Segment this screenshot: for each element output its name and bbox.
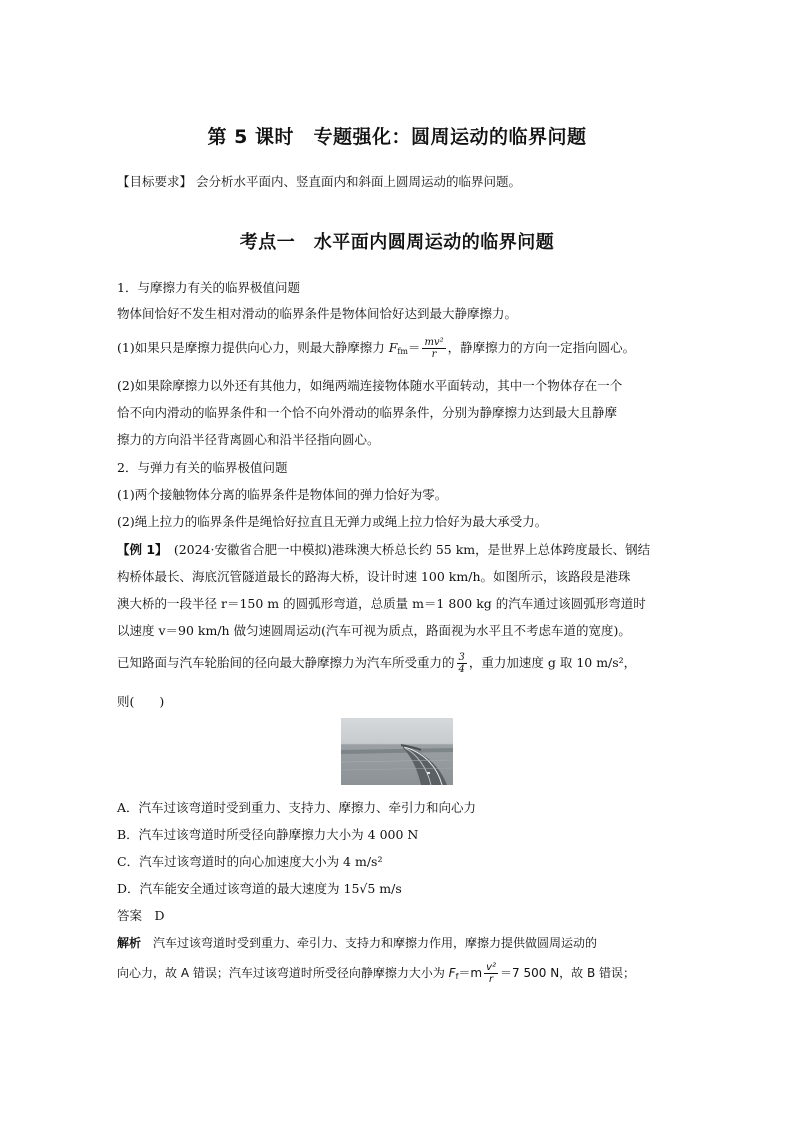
example-line3: 澳大桥的一段半径 r＝150 m 的圆弧形弯道，总质量 m＝1 800 kg 的汽车通过该圆弧形弯道时 <box>117 596 646 611</box>
example-line1: 【例 1】 (2024·安徽省合肥一中模拟)港珠澳大桥总长约 55 km，是世界上总体跨度最长、钢结 <box>117 542 651 557</box>
bridge-photo <box>341 718 453 785</box>
fraction: $\frac{\text{v²}}{r}$ <box>486 962 497 985</box>
example-line2: 构桥体最长、海底沉管隧道最长的路海大桥，设计时速 100 km/h。如图所示，该路段是港珠 <box>117 569 631 584</box>
answer <box>117 906 165 924</box>
point1-item2-line1: (2)如果除摩擦力以外还有其他力，如绳两端连接物体随水平面转动，其中一个物体存在一个 <box>117 378 623 393</box>
option-c: C．汽车过该弯道时的向心加速度大小为 4 m/s² <box>117 854 383 869</box>
answer-label: 答案 <box>117 908 143 923</box>
point1-item2-line3: 擦力的方向沿半径背离圆心和沿半径指向圆心。 <box>117 432 380 447</box>
example-label: 【例 1】 <box>117 542 162 557</box>
section-heading: 考点一 水平面内圆周运动的临界问题 <box>239 232 555 253</box>
analysis-line2: 向心力，故 A 错误；汽车过该弯道时所受径向静摩擦力大小为 $F_f=m$ $\frac{\text{v²}}{r}$ ＝7 500 N，故 B 错误； <box>117 962 636 985</box>
lesson-title: 第 5 课时 专题强化：圆周运动的临界问题 <box>207 126 587 148</box>
objectives <box>117 172 521 190</box>
objectives-text: 会分析水平面内、竖直面内和斜面上圆周运动的临界问题。 <box>192 174 521 189</box>
point2-item2: (2)绳上拉力的临界条件是绳恰好拉直且无弹力或绳上拉力恰好为最大承受力。 <box>117 514 548 529</box>
analysis-label: 解析 <box>117 936 142 950</box>
example-line6: 则( ) <box>117 694 165 709</box>
answer-value: D <box>154 908 165 923</box>
example-line4: 以速度 v＝90 km/h 做匀速圆周运动(汽车可视为质点，路面视为水平且不考虑车道的宽度)。 <box>117 623 631 638</box>
point1-text: 物体间恰好不发生相对滑动的临界条件是物体间恰好达到最大静摩擦力。 <box>117 306 518 321</box>
option-d: D．汽车能安全通过该弯道的最大速度为 15√5 m/s <box>117 881 402 896</box>
fraction: $\frac{3}{4}$ <box>458 652 465 675</box>
option-a: A．汽车过该弯道时受到重力、支持力、摩擦力、牵引力和向心力 <box>117 800 477 815</box>
example-line5: 已知路面与汽车轮胎间的径向最大静摩擦力为汽车所受重力的 $\frac{3}{4}$ ，重力加速度 g 取 10 m/s²， <box>117 652 637 675</box>
point1-item1: (1)如果只是摩擦力提供向心力，则最大静摩擦力 $F_{fm}=$ $\frac{\text{mv²}}{r}$ ，静摩擦力的方向一定指向圆心。 <box>117 337 636 360</box>
fraction: $\frac{\text{mv²}}{r}$ <box>424 337 444 360</box>
point1-item2-line2: 恰不向内滑动的临界条件和一个恰不向外滑动的临界条件，分别为静摩擦力达到最大且静摩 <box>117 405 618 420</box>
point1-title: 1．与摩擦力有关的临界极值问题 <box>117 280 300 295</box>
point2-title: 2．与弹力有关的临界极值问题 <box>117 460 288 475</box>
objectives-label: 【目标要求】 <box>117 174 193 189</box>
analysis-line1: 解析 汽车过该弯道时受到重力、牵引力、支持力和摩擦力作用，摩擦力提供做圆周运动的 <box>117 936 598 950</box>
point2-item1: (1)两个接触物体分离的临界条件是物体间的弹力恰好为零。 <box>117 487 448 502</box>
option-b: B．汽车过该弯道时所受径向静摩擦力大小为 4 000 N <box>117 827 419 842</box>
